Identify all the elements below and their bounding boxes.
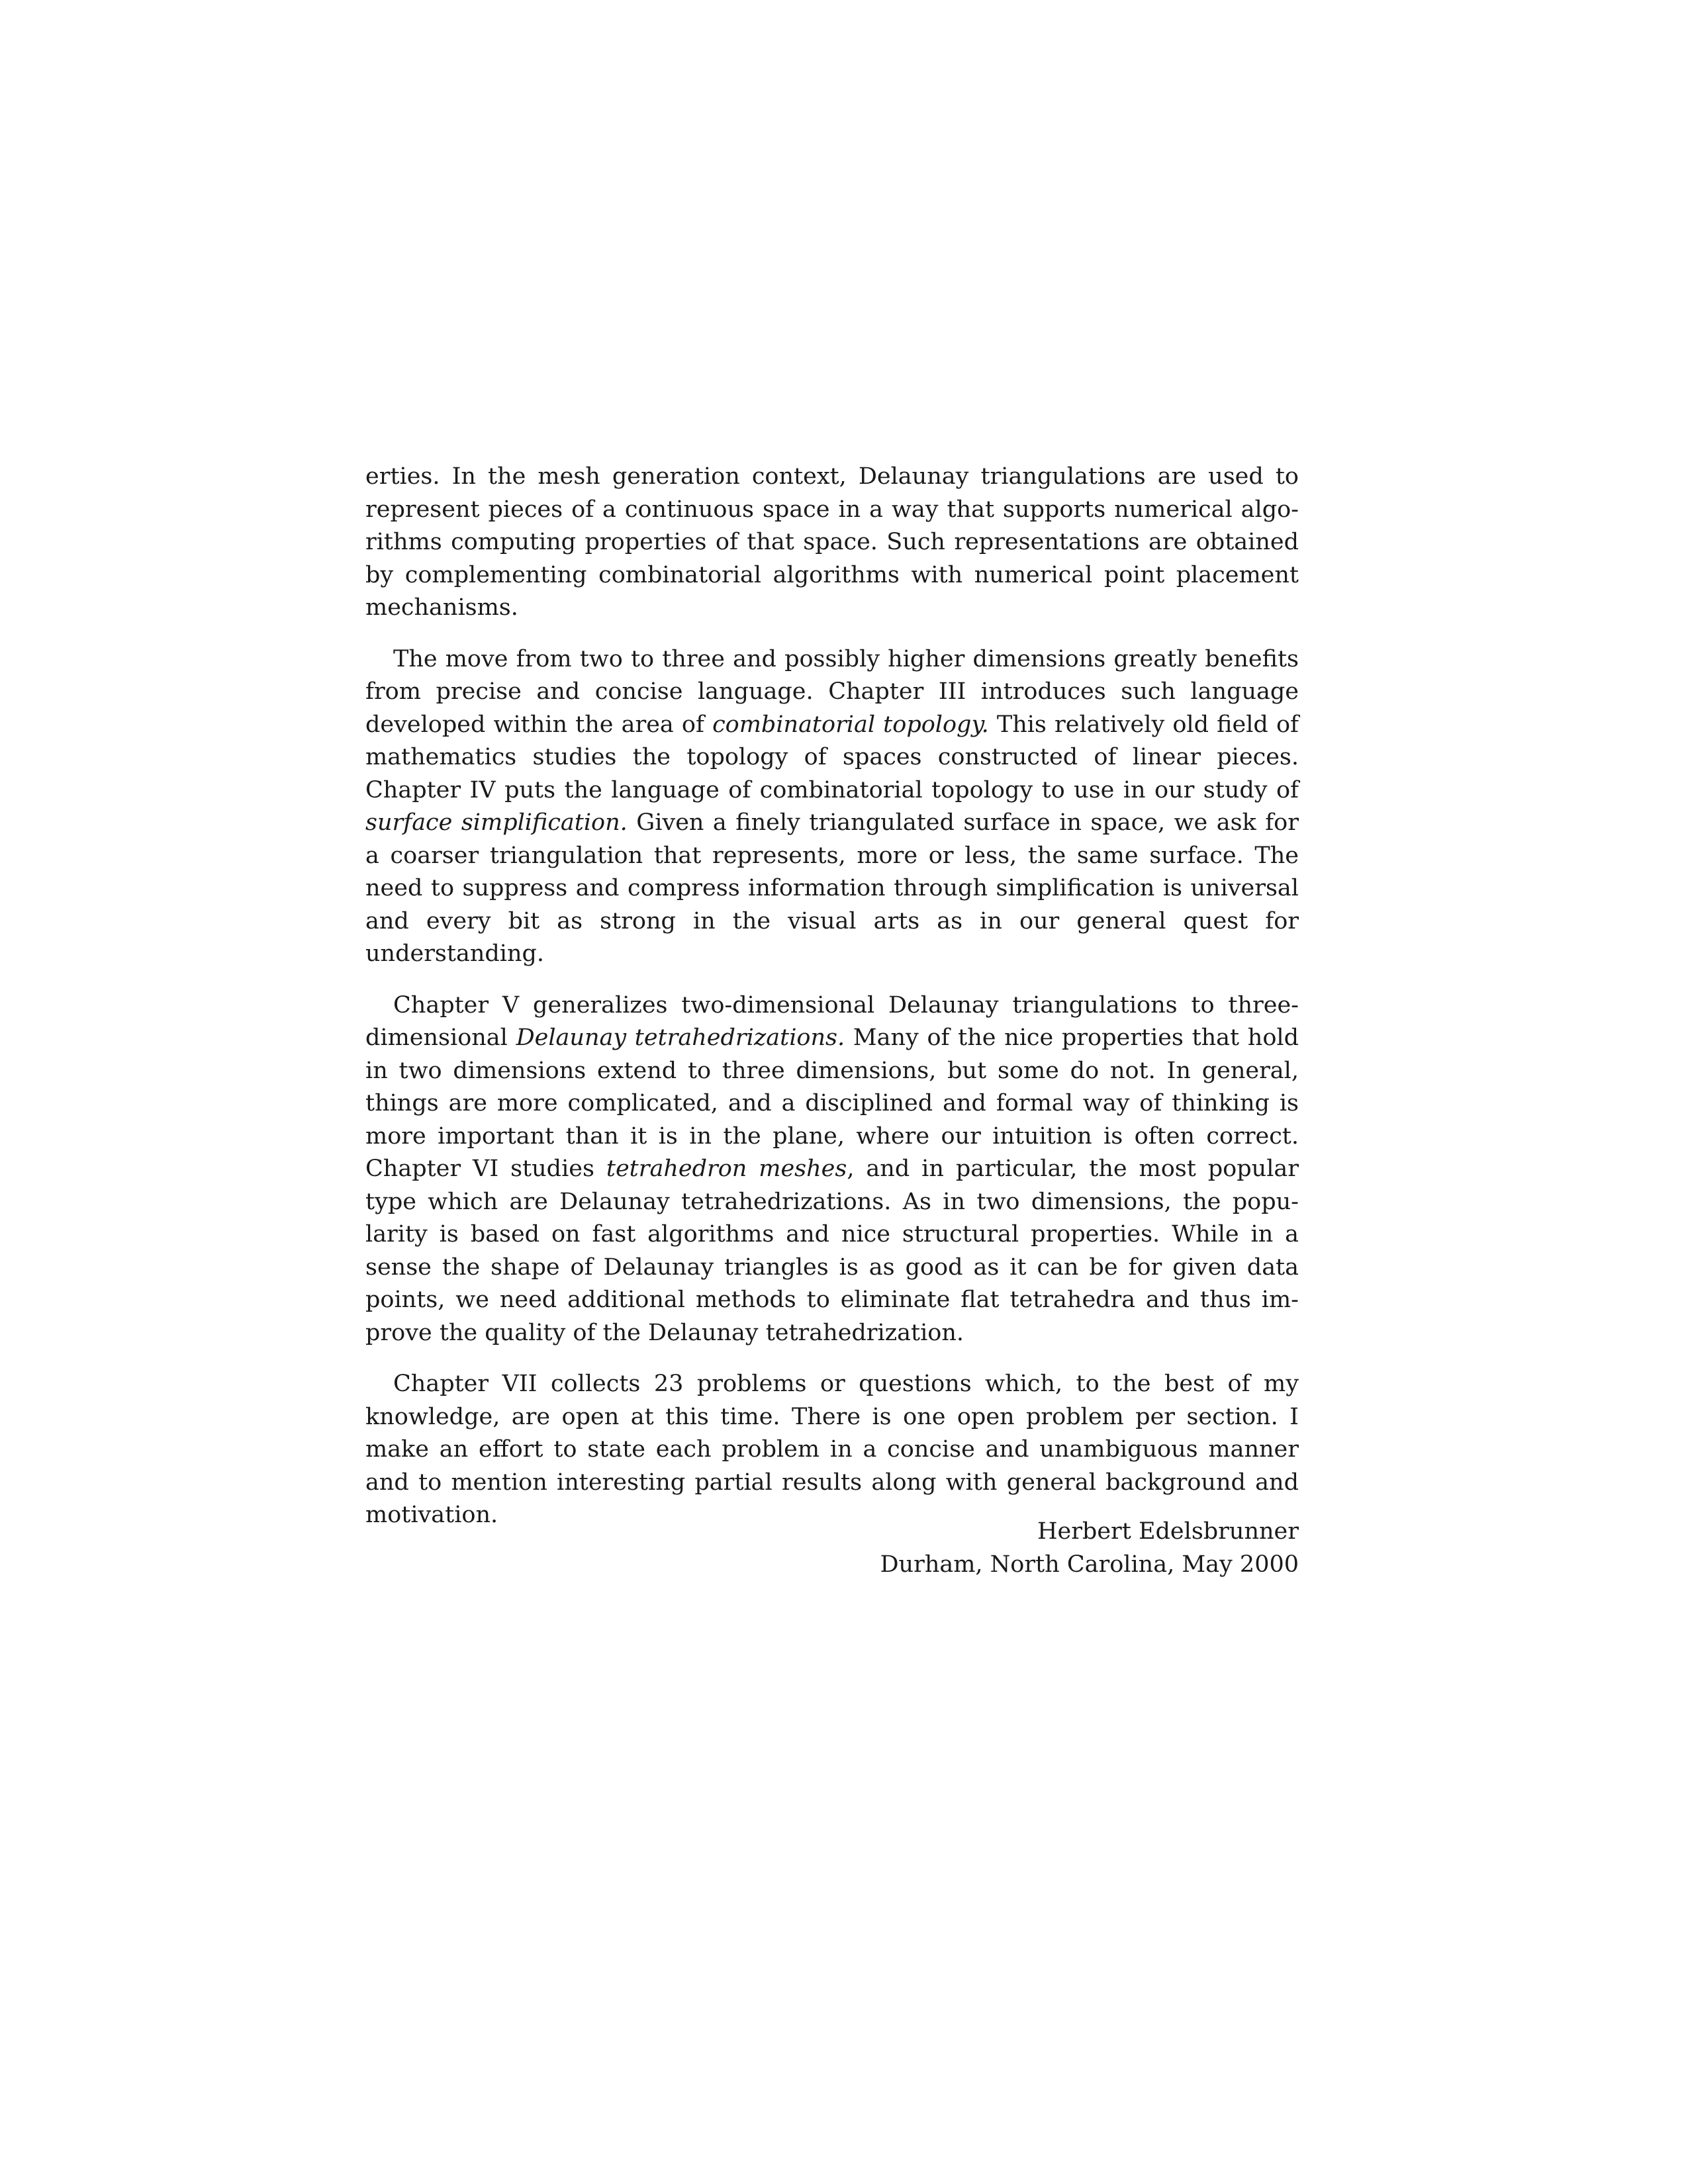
paragraph-text: , and in particular, the most popular type which are Delaunay tetrahedrizations. As in two dimensions, the popularity is based on fast algorithms and nice structural properties. While in a sense the shape of Delaunay triangles is as good as it can be for given data points, we need additional methods to eliminate flat tetrahedra and thus improve the quality of the Delaunay tetrahedrization. (365, 1156, 1299, 1346)
paragraph-combinatorial-topology (365, 643, 1299, 971)
paragraph-text: Chapter VII collects 23 problems or questions which, to the best of my knowledge, are open at this time. There is one open problem per section. I make an effort to state each problem in a concise and unambiguous manner and to mention interesting partial results along with general background and motivation. (365, 1371, 1299, 1528)
paragraph-text: Given a finely triangulated surface in space, we ask for a coarser triangulation that represents, more or less, the same surface. The need to suppress and compress information through simplification is universal and every bit as strong in the visual arts as in our general quest for understanding. (365, 809, 1299, 967)
paragraph-open-problems (365, 1368, 1299, 1532)
paragraph-text: This relatively old field of mathematics studies the topology of spaces constructed of linear pieces. Chapter IV puts the language of combinatorial topology to use in our study of (365, 711, 1299, 803)
preface-body (365, 461, 1299, 1532)
paragraph-text: Chapter V generalizes two-dimensional Delaunay triangulations to three-dimensional (365, 991, 1299, 1051)
place-and-date: Durham, North Carolina, May 2000 (880, 1551, 1299, 1578)
emphasis-term: Delaunay tetrahedrizations. (516, 1024, 845, 1051)
emphasis-term: combinatorial topology. (712, 711, 989, 738)
paragraph-text: erties. In the mesh generation context, Delaunay triangulations are used to represent pieces of a continuous space in a way that supports numerical algorithms computing properties of that space. Such representations are obtained by complementing combinatorial algorithms with numerical point placement mechanisms. (365, 463, 1299, 621)
author-name: Herbert Edelsbrunner (1037, 1518, 1299, 1545)
paragraph-mesh-generation (365, 461, 1299, 625)
signature-block (365, 1516, 1299, 1581)
emphasis-term: surface simplification. (365, 809, 628, 836)
emphasis-term: tetrahedron meshes (606, 1156, 847, 1182)
paragraph-text: Many of the nice properties that hold in two dimensions extend to three dimensions, but some do not. In general, things are more complicated, and a disciplined and formal way of thinking is more important than it is in the plane, where our intuition is often correct. Chapter VI studies (365, 1024, 1299, 1182)
paragraph-delaunay-tetrahedrizations (365, 989, 1299, 1350)
paragraph-text: The move from two to three and possibly higher dimensions greatly benefits from precise and concise language. Chapter III introduces such language developed within the area of (365, 645, 1299, 738)
